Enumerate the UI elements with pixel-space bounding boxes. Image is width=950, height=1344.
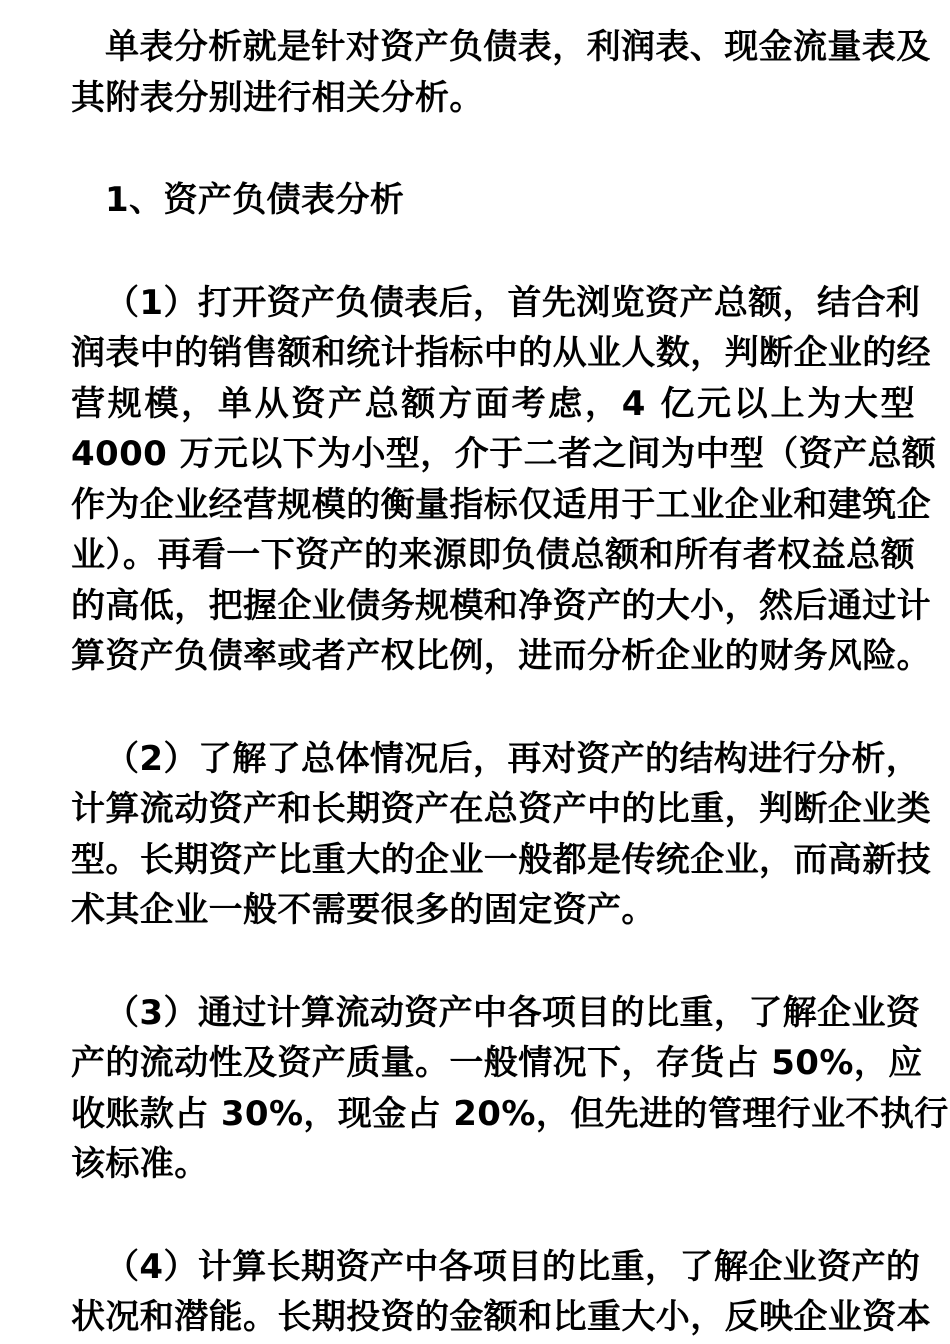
text-line: 业）。再看一下资产的来源即负债总额和所有者权益总额 bbox=[71, 535, 915, 575]
text-line: 润表中的销售额和统计指标中的从业人数，判断企业的经 bbox=[71, 333, 931, 373]
text-line: （2）了解了总体情况后，再对资产的结构进行分析， bbox=[105, 738, 921, 779]
text-line: 状况和潜能。长期投资的金额和比重大小，反映企业资本 bbox=[71, 1297, 931, 1337]
text-line: 该标准。 bbox=[71, 1144, 209, 1184]
intro-paragraph bbox=[37, 22, 931, 123]
text-line: 的高低，把握企业债务规模和净资产的大小，然后通过计 bbox=[71, 585, 931, 626]
list-item-4 bbox=[37, 1242, 931, 1343]
text-line: 营规模，单从资产总额方面考虑，4 亿元以上为大型 bbox=[71, 383, 915, 424]
text-line: 算资产负债率或者产权比例，进而分析企业的财务风险。 bbox=[71, 636, 931, 676]
text-line: 单表分析就是针对资产负债表，利润表、现金流量表及 bbox=[105, 27, 931, 67]
text-line: 计算流动资产和长期资产在总资产中的比重，判断企业类 bbox=[71, 789, 931, 829]
list-item-2 bbox=[37, 734, 931, 936]
text-line: 4000 万元以下为小型，介于二者之间为中型（资产总额 bbox=[71, 434, 937, 474]
text-line: 作为企业经营规模的衡量指标仅适用于工业企业和建筑企 bbox=[71, 484, 931, 525]
text-line: 产的流动性及资产质量。一般情况下，存货占 50%，应 bbox=[71, 1043, 923, 1083]
text-line: （3）通过计算流动资产中各项目的比重，了解企业资 bbox=[105, 992, 921, 1033]
paragraph-spacer bbox=[37, 226, 915, 278]
text-line: 收账款占 30%，现金占 20%，但先进的管理行业不执行 bbox=[71, 1093, 949, 1134]
paragraph-spacer bbox=[37, 1190, 915, 1242]
paragraph-spacer bbox=[37, 936, 915, 988]
list-item-1 bbox=[37, 278, 937, 682]
section-heading bbox=[37, 175, 915, 226]
text-line: （4）计算长期资产中各项目的比重，了解企业资产的 bbox=[105, 1246, 921, 1287]
text-line: 术其企业一般不需要很多的固定资产。 bbox=[71, 890, 656, 930]
text-line: 型。长期资产比重大的企业一般都是传统企业，而高新技 bbox=[71, 839, 931, 880]
text-line: （1）打开资产负债表后，首先浏览资产总额，结合利 bbox=[105, 282, 921, 323]
list-item-3 bbox=[37, 988, 949, 1190]
paragraph-spacer bbox=[37, 123, 915, 175]
document-page bbox=[37, 22, 949, 1343]
paragraph-spacer bbox=[37, 682, 915, 734]
text-line: 其附表分别进行相关分析。 bbox=[71, 77, 484, 118]
heading-text: 1、资产负债表分析 bbox=[105, 180, 405, 220]
